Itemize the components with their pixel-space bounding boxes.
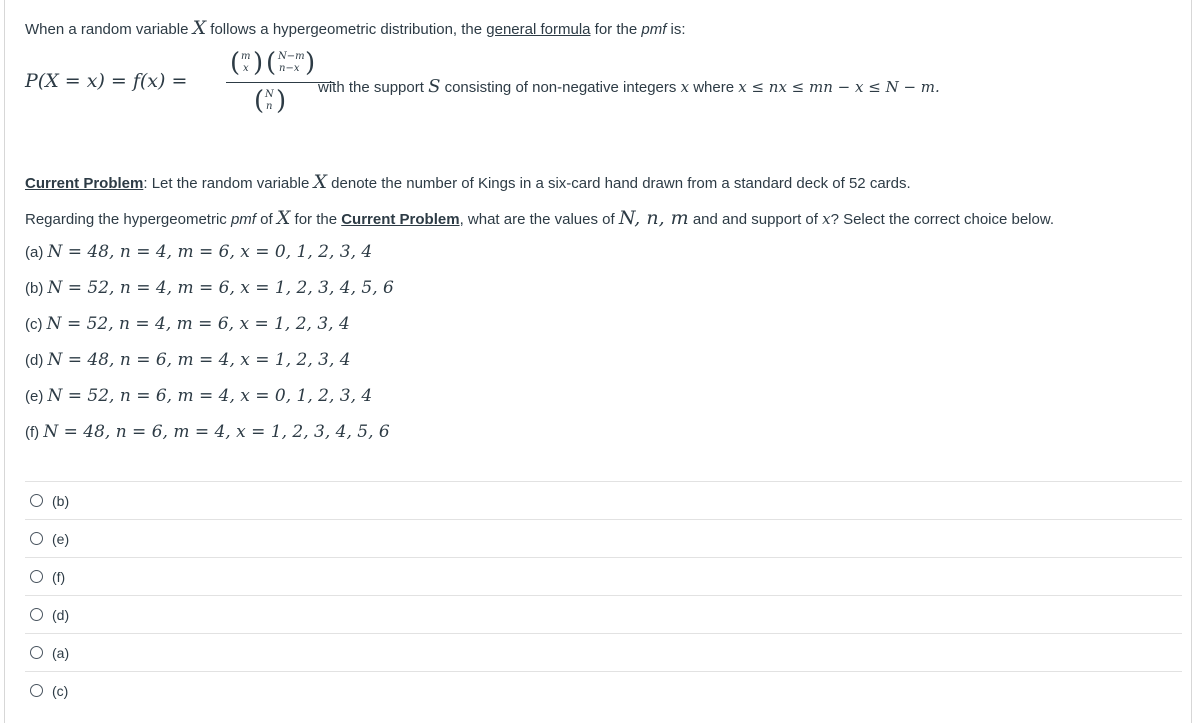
- fraction-numerator: ( m x ) ( N−m n−x ): [230, 48, 316, 78]
- option-c: (c) N = 52, n = 4, m = 6, x = 1, 2, 3, 4: [25, 314, 350, 334]
- answer-choices: [25, 481, 1182, 709]
- support-text: with the support S consisting of non-negative integers x where x ≤ nx ≤ mn − x ≤ N − m.: [318, 76, 940, 97]
- choice-f[interactable]: (f): [25, 557, 1182, 595]
- choice-c[interactable]: (c): [25, 671, 1182, 709]
- option-e: (e) N = 52, n = 6, m = 4, x = 0, 1, 2, 3, 4: [25, 386, 373, 406]
- current-problem-label: Current Problem: [25, 175, 144, 192]
- choice-d[interactable]: (d): [25, 595, 1182, 633]
- intro-text: When a random variable X follows a hypergeometric distribution, the general formula for the pmf is:: [25, 17, 686, 39]
- question-text: Regarding the hypergeometric pmf of X for the Current Problem, what are the values of N, n, m and and support of x? Select the correct choice below.: [25, 207, 1055, 229]
- choice-b[interactable]: (b): [25, 481, 1182, 519]
- radio-button[interactable]: [30, 570, 43, 583]
- current-problem: Current Problem: Let the random variable X denote the number of Kings in a six-card hand drawn from a standard deck of 52 cards.: [25, 171, 911, 193]
- choice-e[interactable]: (e): [25, 519, 1182, 557]
- option-b: (b) N = 52, n = 4, m = 6, x = 1, 2, 3, 4, 5, 6: [25, 278, 394, 298]
- radio-button[interactable]: [30, 532, 43, 545]
- radio-button[interactable]: [30, 494, 43, 507]
- radio-button[interactable]: [30, 684, 43, 697]
- option-a: (a) N = 48, n = 4, m = 6, x = 0, 1, 2, 3, 4: [25, 242, 373, 262]
- option-d: (d) N = 48, n = 6, m = 4, x = 1, 2, 3, 4: [25, 350, 351, 370]
- choice-a[interactable]: (a): [25, 633, 1182, 671]
- formula-lhs: P(X = x) = f(x) =: [25, 70, 188, 92]
- general-formula-link[interactable]: general formula: [486, 21, 591, 38]
- radio-button[interactable]: [30, 608, 43, 621]
- radio-button[interactable]: [30, 646, 43, 659]
- current-problem-link[interactable]: Current Problem: [341, 211, 460, 228]
- option-f: (f) N = 48, n = 6, m = 4, x = 1, 2, 3, 4, 5, 6: [25, 422, 390, 442]
